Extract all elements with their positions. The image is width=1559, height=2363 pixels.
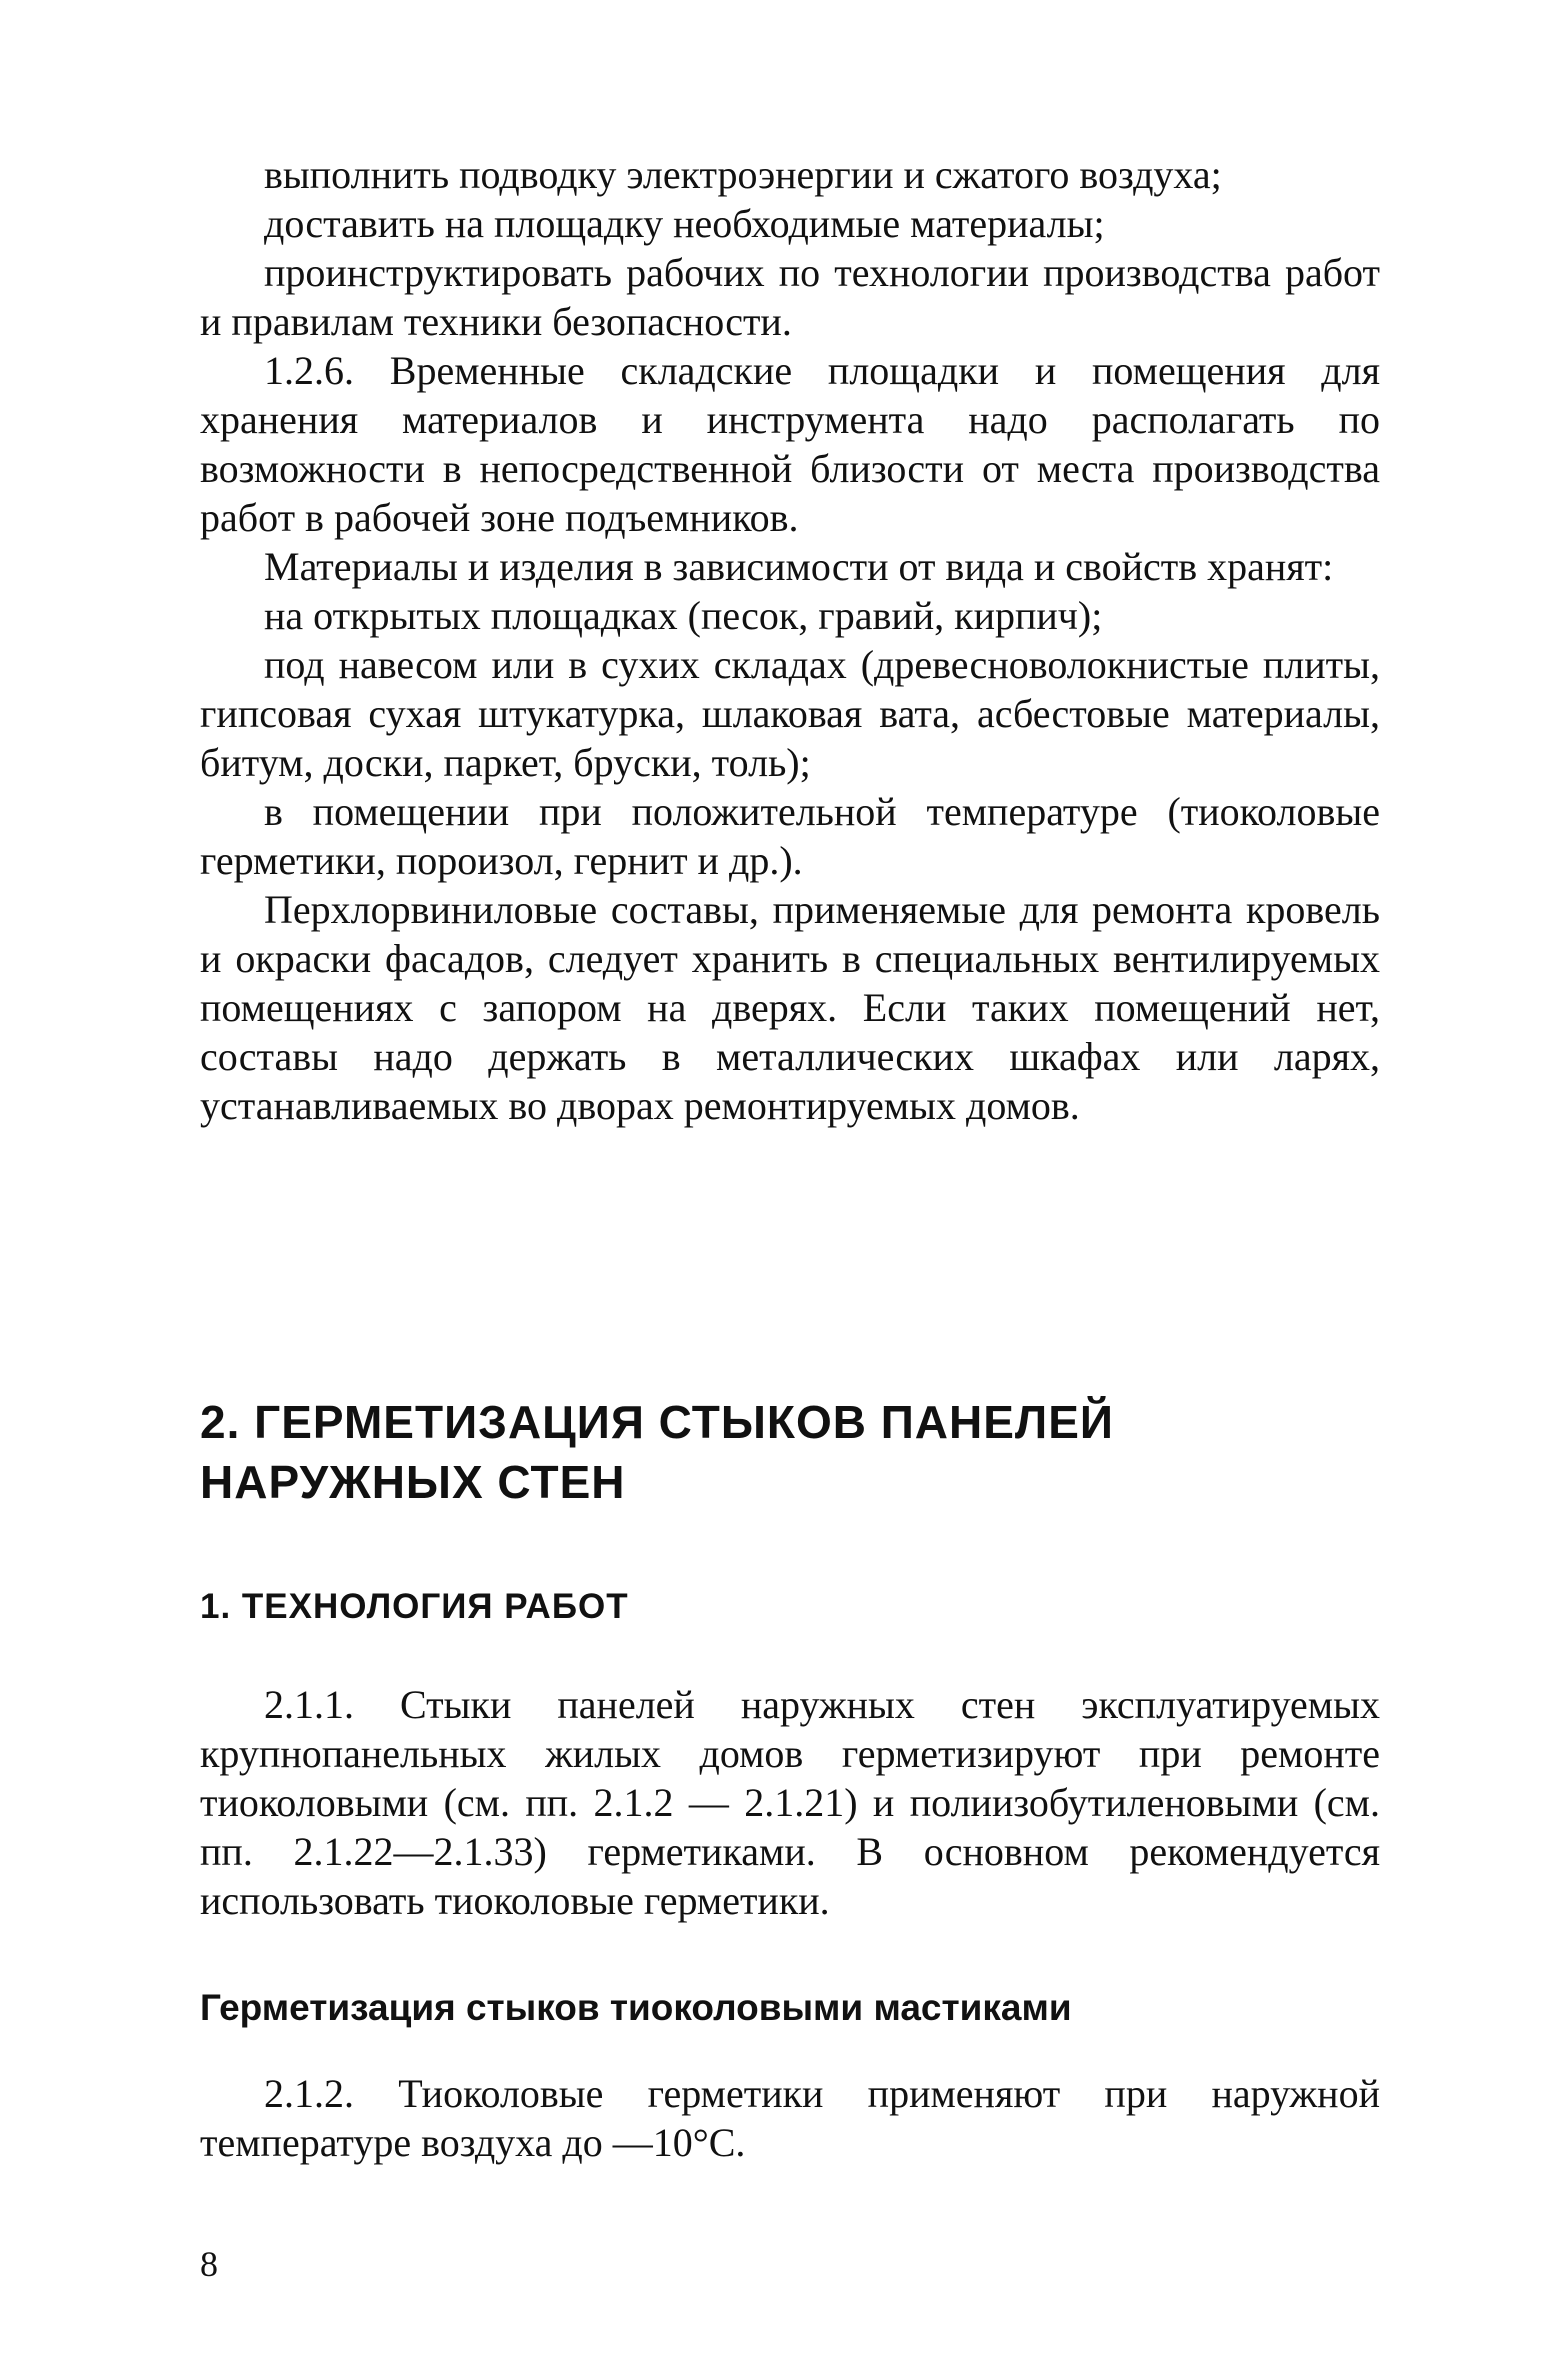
section-text-2 [200, 2069, 1380, 2167]
paragraph: проинструктировать рабочих по технологии производства работ и правилам техники безопасности. [200, 250, 1380, 344]
subheading: Герметизация стыков тиоколовыми мастиками [200, 1987, 1072, 2028]
paragraph: в помещении при положительной температуре (тиоколовые герметики, пороизол, гернит и др.). [200, 789, 1380, 883]
section-title-line-1: 2. ГЕРМЕТИЗАЦИЯ СТЫКОВ ПАНЕЛЕЙ [200, 1396, 1114, 1448]
page-number: 8 [200, 2244, 218, 2284]
paragraph: Перхлорвиниловые составы, применяемые для ремонта кровель и окраски фасадов, следует хранить в специальных вентилируемых помещениях с запором на дверях. Если таких помещений нет, составы надо держать в металлических шкафах или ларях, устанавливаемых во дворах ремонтируемых домов. [200, 887, 1380, 1128]
paragraph: 2.1.1. Стыки панелей наружных стен эксплуатируемых крупнопанельных жилых домов герметизируют при ремонте тиоколовыми (см. пп. 2.1.2 — 2.1.21) и полиизобутиленовыми (см. пп. 2.1.22—2.1.33) герметиками. В основном рекомендуется использовать тиоколовые герметики. [200, 1682, 1380, 1923]
subsection-title: 1. ТЕХНОЛОГИЯ РАБОТ [200, 1587, 629, 1626]
section-title-line-2: НАРУЖНЫХ СТЕН [200, 1456, 626, 1508]
section-text [200, 1680, 1380, 1925]
paragraph: 1.2.6. Временные складские площадки и помещения для хранения материалов и инструмента надо располагать по возможности в непосредственной близости от места производства работ в рабочей зоне подъемников. [200, 348, 1380, 540]
paragraph: выполнить подводку электроэнергии и сжатого воздуха; [264, 152, 1222, 197]
paragraph: на открытых площадках (песок, гравий, кирпич); [264, 593, 1103, 638]
continuation-text [200, 150, 1380, 1130]
paragraph: 2.1.2. Тиоколовые герметики применяют при наружной температуре воздуха до —10°С. [200, 2071, 1380, 2165]
section-title [200, 1392, 1380, 1512]
paragraph: Материалы и изделия в зависимости от вида и свойств хранят: [264, 544, 1334, 589]
paragraph: доставить на площадку необходимые материалы; [264, 201, 1105, 246]
paragraph: под навесом или в сухих складах (древесноволокнистые плиты, гипсовая сухая штукатурка, шлаковая вата, асбестовые материалы, битум, доски, паркет, бруски, толь); [200, 642, 1380, 785]
